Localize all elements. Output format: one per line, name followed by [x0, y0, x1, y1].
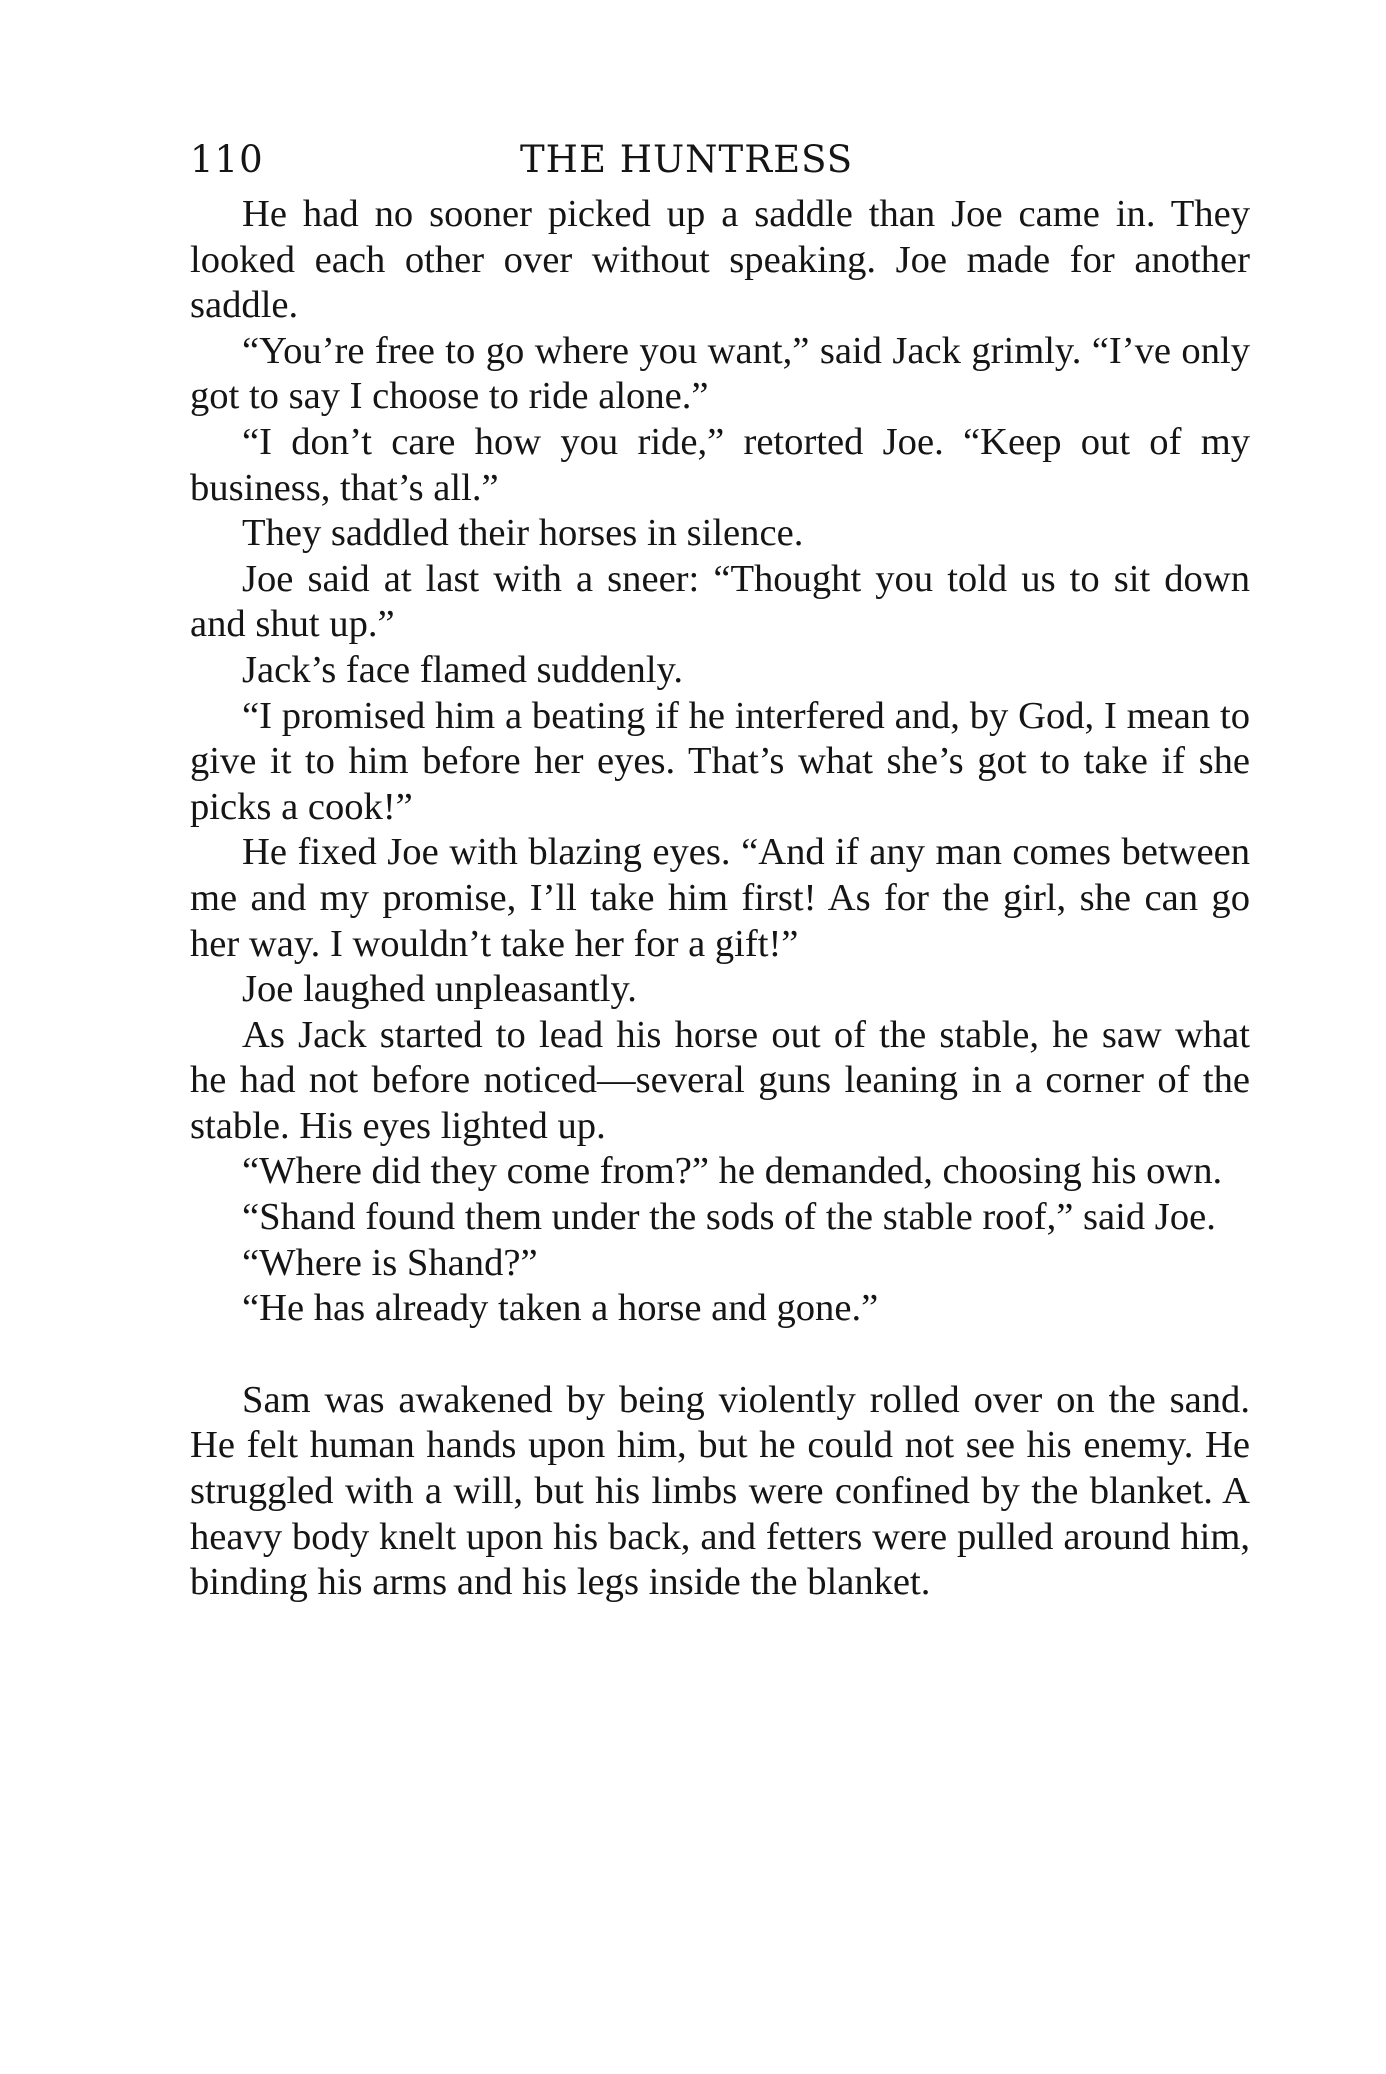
- book-page: [190, 128, 1250, 1606]
- running-title: THE HUNTRESS: [520, 138, 854, 181]
- paragraph: “Where did they come from?” he demanded, choosing his own.: [242, 1150, 1223, 1193]
- paragraph: He had no sooner picked up a saddle than Joe came in. They looked each other over without speaking. Joe made for another saddle.: [190, 193, 1250, 327]
- page-number: 110: [190, 138, 264, 181]
- paragraph: He fixed Joe with blazing eyes. “And if any man comes between me and my promise, I’ll take him first! As for the girl, she can go her way. I wouldn’t take her for a gift!”: [190, 831, 1250, 965]
- paragraph: Sam was awakened by being violently rolled over on the sand. He felt human hands upon him, but he could not see his enemy. He struggled with a will, but his limbs were confined by the blanket. A heavy body knelt upon his back, and fetters were pulled around him, binding his arms and his legs inside the blanket.: [190, 1378, 1250, 1604]
- paragraph: “He has already taken a horse and gone.”: [242, 1287, 879, 1330]
- paragraph: Joe said at last with a sneer: “Thought you told us to sit down and shut up.”: [190, 557, 1250, 646]
- paragraph: “You’re free to go where you want,” said Jack grimly. “I’ve only got to say I choose to ride alone.”: [190, 329, 1250, 418]
- paragraph: Joe laughed unpleasantly.: [242, 968, 637, 1011]
- paragraph: “Where is Shand?”: [242, 1241, 538, 1284]
- section-break: [190, 1332, 1250, 1378]
- paragraph: They saddled their horses in silence.: [242, 512, 804, 555]
- body-text: [190, 192, 1250, 1606]
- paragraph: “Shand found them under the sods of the stable roof,” said Joe.: [242, 1196, 1216, 1239]
- paragraph: Jack’s face flamed suddenly.: [242, 648, 683, 691]
- paragraph: “I don’t care how you ride,” retorted Joe. “Keep out of my business, that’s all.”: [190, 420, 1250, 509]
- running-head: [190, 128, 1250, 188]
- paragraph: As Jack started to lead his horse out of the stable, he saw what he had not before noticed—several guns leaning in a corner of the stable. His eyes lighted up.: [190, 1013, 1250, 1147]
- paragraph: “I promised him a beating if he interfered and, by God, I mean to give it to him before her eyes. That’s what she’s got to take if she picks a cook!”: [190, 694, 1250, 828]
